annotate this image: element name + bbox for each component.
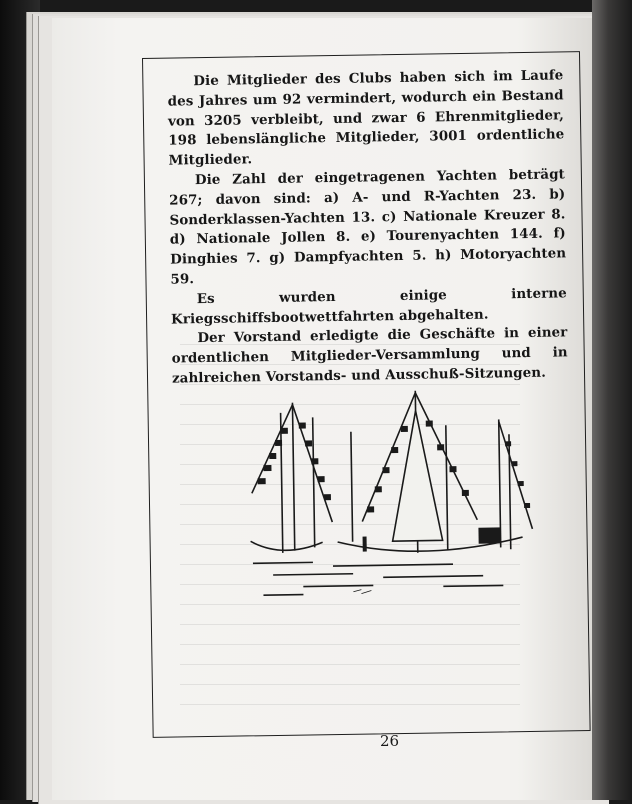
page-number: 26 <box>380 732 400 750</box>
yachts-illustration <box>240 379 543 604</box>
book-edge-right <box>592 0 632 800</box>
body-text <box>167 66 568 389</box>
text-frame <box>142 51 591 738</box>
paragraph-races: Es wurden einige interne Kriegsschiffsbootwettfahrten abgehalten. <box>170 285 567 328</box>
paragraph-yachts: Die Zahl der eingetragenen Yachten beträgt 267; davon sind: a) A- und R-Yachten 23. b) Sonderklassen-Yachten 13. c) Nationale Kreuzer 8. d) Nationale Jollen 8. e) Tourenyachten 144. f) Dinghies 7. g) Dampfyachten 5. h) Motoryachten 59. <box>169 166 567 288</box>
paragraph-board: Der Vorstand erledigte die Geschäfte in einer ordentlichen Mitglieder-Versammlung und in zahlreichen Vorstands- und Ausschuß-Sitzungen. <box>171 324 568 387</box>
paragraph-membership: Die Mitglieder des Clubs haben sich im Laufe des Jahres um 92 vermindert, wodurch ein Bestand von 3205 verbleibt, und zwar 6 Ehrenmitglieder, 198 lebenslängliche Mitglieder, 3001 ordentliche Mitglieder. <box>167 67 565 169</box>
